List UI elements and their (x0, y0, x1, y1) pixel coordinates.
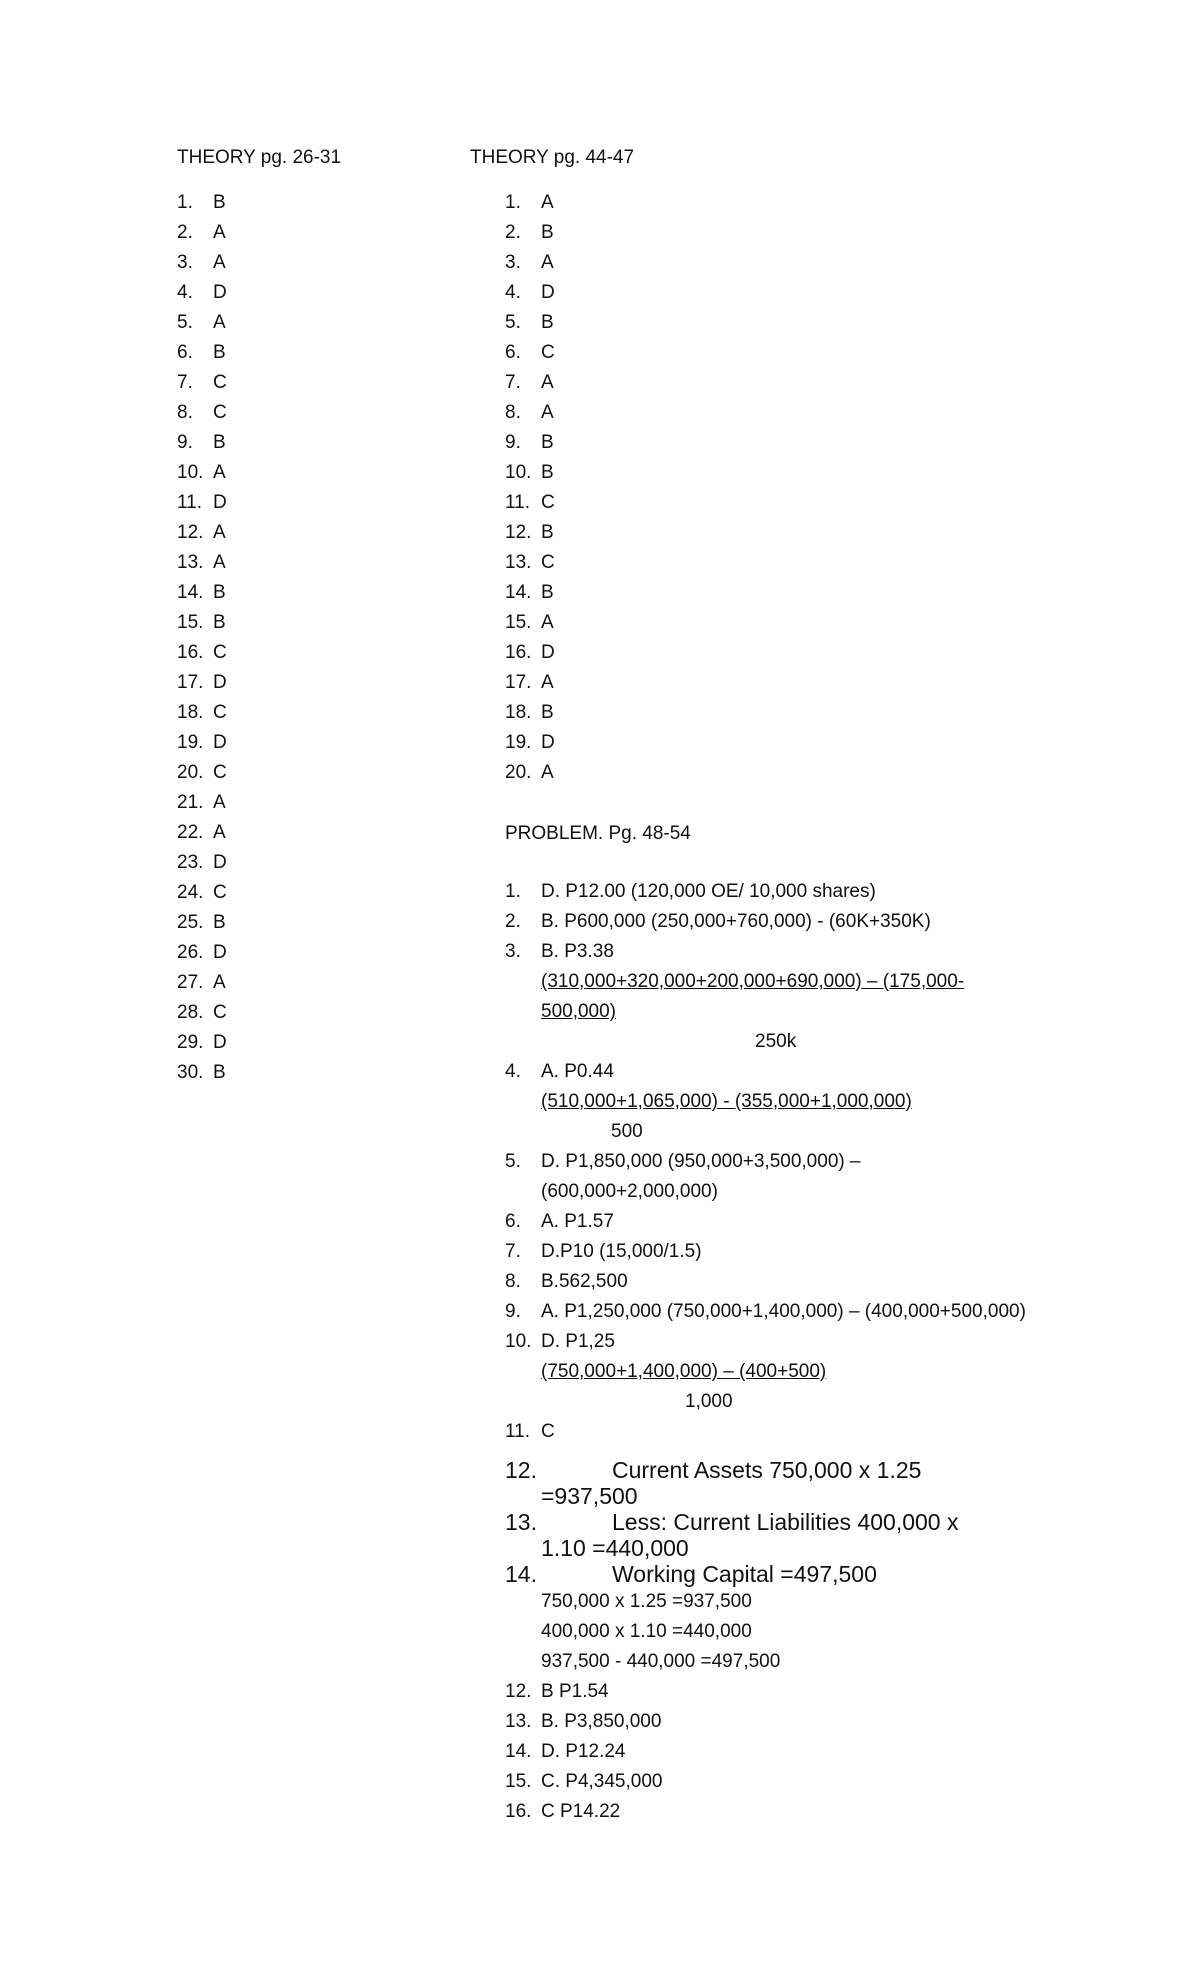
answer-letter: D (213, 942, 227, 963)
answer-item (505, 368, 805, 398)
answer-item (505, 188, 805, 218)
answer-number: 29. (177, 1032, 204, 1053)
answer-item (177, 638, 457, 668)
answer-item (505, 458, 805, 488)
answer-item (177, 938, 457, 968)
answer-letter: A (213, 312, 226, 333)
problem-denominator: 1,000 (685, 1391, 733, 1412)
left-heading: THEORY pg. 26-31 (177, 147, 342, 168)
answer-letter: B (213, 912, 226, 933)
answer-number: 15. (505, 612, 532, 633)
answer-letter: C (213, 702, 227, 723)
problem-item: 3. B. P3.38 (505, 941, 614, 962)
problem-numerator: 500,000) (541, 1001, 617, 1022)
answer-letter: C (213, 642, 227, 663)
answer-item (505, 428, 805, 458)
answer-letter: A (213, 222, 226, 243)
answer-number: 30. (177, 1062, 204, 1083)
answer-item (177, 188, 457, 218)
answer-number: 24. (177, 882, 204, 903)
problem-item: 8. B.562,500 (505, 1271, 628, 1292)
answer-item (505, 668, 805, 698)
answer-item (177, 728, 457, 758)
problem-numerator: (750,000+1,400,000) – (400+500) (541, 1361, 827, 1382)
working-capital-line: 14. Working Capital =497,500 (505, 1561, 877, 1587)
problem-item: 9. A. P1,250,000 (750,000+1,400,000) – (400,000+500,000) (505, 1301, 1026, 1322)
answer-letter: B (213, 1062, 226, 1083)
answer-number: 2. (505, 222, 521, 243)
answer-item (177, 698, 457, 728)
problem-item: 15. C. P4,345,000 (505, 1771, 663, 1792)
answer-number: 28. (177, 1002, 204, 1023)
answer-letter: C (213, 1002, 227, 1023)
answer-item (505, 398, 805, 428)
answer-item (177, 368, 457, 398)
answer-number: 4. (505, 282, 521, 303)
answer-letter: C (541, 552, 555, 573)
working-capital-line: 13. Less: Current Liabilities 400,000 x 1.10 =440,000 (505, 1509, 959, 1561)
answer-number: 16. (177, 642, 204, 663)
answer-letter: A (213, 792, 226, 813)
problem-numerator: (510,000+1,065,000) - (355,000+1,000,000) (541, 1091, 912, 1112)
problem-item: 11. C (505, 1421, 555, 1442)
answer-letter: D (213, 492, 227, 513)
left-answer-list (177, 188, 457, 1088)
answer-number: 20. (505, 762, 532, 783)
answer-letter: B (213, 432, 226, 453)
problem-list (505, 877, 1105, 1827)
answer-item (505, 518, 805, 548)
answer-number: 10. (505, 462, 532, 483)
answer-number: 19. (177, 732, 204, 753)
answer-item (177, 488, 457, 518)
answer-letter: B (541, 432, 554, 453)
answer-letter: A (213, 522, 226, 543)
answer-number: 17. (177, 672, 204, 693)
answer-item (505, 248, 805, 278)
answer-letter: D (213, 282, 227, 303)
answer-letter: A (541, 612, 554, 633)
answer-number: 2. (177, 222, 193, 243)
problem-item: 6. A. P1.57 (505, 1211, 614, 1232)
calc-line: 750,000 x 1.25 =937,500 (541, 1591, 752, 1612)
answer-letter: B (541, 702, 554, 723)
answer-letter: C (213, 882, 227, 903)
answer-number: 5. (177, 312, 193, 333)
answer-item (177, 428, 457, 458)
answer-item (177, 818, 457, 848)
answer-number: 16. (505, 642, 532, 663)
answer-item (505, 578, 805, 608)
answer-number: 18. (505, 702, 532, 723)
answer-item (177, 788, 457, 818)
answer-item (177, 248, 457, 278)
answer-item (505, 698, 805, 728)
answer-item (177, 758, 457, 788)
problem-item: 12. B P1.54 (505, 1681, 609, 1702)
answer-number: 20. (177, 762, 204, 783)
answer-letter: B (213, 582, 226, 603)
answer-item (177, 548, 457, 578)
answer-letter: C (213, 402, 227, 423)
answer-letter: A (541, 372, 554, 393)
problem-continuation: (600,000+2,000,000) (541, 1181, 718, 1202)
answer-item (177, 1028, 457, 1058)
answer-number: 25. (177, 912, 204, 933)
calc-line: 937,500 - 440,000 =497,500 (541, 1651, 781, 1672)
answer-item (505, 278, 805, 308)
problem-denominator: 500 (611, 1121, 643, 1142)
answer-number: 21. (177, 792, 204, 813)
answer-letter: B (541, 582, 554, 603)
answer-letter: A (213, 252, 226, 273)
answer-letter: D (213, 732, 227, 753)
answer-item (177, 1058, 457, 1088)
answer-item (505, 218, 805, 248)
problem-item: 1. D. P12.00 (120,000 OE/ 10,000 shares) (505, 881, 876, 902)
answer-number: 7. (505, 372, 521, 393)
answer-number: 9. (177, 432, 193, 453)
answer-letter: D (213, 672, 227, 693)
answer-item (505, 338, 805, 368)
answer-item (177, 518, 457, 548)
answer-number: 22. (177, 822, 204, 843)
problem-heading: PROBLEM. Pg. 48-54 (505, 823, 691, 844)
problem-item: 10. D. P1,25 (505, 1331, 615, 1352)
answer-item (177, 668, 457, 698)
answer-item (177, 338, 457, 368)
answer-letter: D (213, 852, 227, 873)
answer-number: 17. (505, 672, 532, 693)
answer-number: 6. (177, 342, 193, 363)
answer-letter: A (213, 552, 226, 573)
answer-item (177, 998, 457, 1028)
answer-number: 10. (177, 462, 204, 483)
answer-letter: A (213, 462, 226, 483)
problem-numerator: (310,000+320,000+200,000+690,000) – (175,000- (541, 971, 965, 992)
answer-item (505, 728, 805, 758)
answer-letter: A (541, 192, 554, 213)
answer-item (177, 968, 457, 998)
answer-number: 13. (505, 552, 532, 573)
answer-item (177, 578, 457, 608)
answer-number: 7. (177, 372, 193, 393)
answer-letter: D (541, 642, 555, 663)
calc-line: 400,000 x 1.10 =440,000 (541, 1621, 752, 1642)
problem-denominator: 250k (755, 1031, 797, 1052)
answer-number: 18. (177, 702, 204, 723)
answer-letter: D (541, 282, 555, 303)
answer-item (505, 548, 805, 578)
answer-item (177, 308, 457, 338)
answer-letter: A (541, 252, 554, 273)
problem-item: 2. B. P600,000 (250,000+760,000) - (60K+350K) (505, 911, 931, 932)
answer-number: 11. (505, 492, 531, 513)
right-heading: THEORY pg. 44-47 (470, 147, 635, 168)
working-capital-line: 12. Current Assets 750,000 x 1.25 =937,500 (505, 1457, 922, 1509)
answer-letter: C (541, 342, 555, 363)
answer-letter: B (213, 342, 226, 363)
answer-number: 6. (505, 342, 521, 363)
answer-letter: A (213, 972, 226, 993)
answer-letter: B (213, 192, 226, 213)
answer-number: 12. (505, 522, 532, 543)
answer-letter: B (213, 612, 226, 633)
answer-number: 1. (505, 192, 521, 213)
answer-letter: D (541, 732, 555, 753)
answer-item (177, 278, 457, 308)
right-answer-list (505, 188, 805, 788)
problem-item: 14. D. P12.24 (505, 1741, 626, 1762)
answer-letter: A (541, 672, 554, 693)
problem-item: 7. D.P10 (15,000/1.5) (505, 1241, 702, 1262)
answer-item (505, 758, 805, 788)
answer-item (177, 398, 457, 428)
answer-item (177, 608, 457, 638)
answer-number: 15. (177, 612, 204, 633)
answer-letter: B (541, 462, 554, 483)
answer-number: 11. (177, 492, 203, 513)
answer-number: 8. (177, 402, 193, 423)
problem-item: 16. C P14.22 (505, 1801, 621, 1822)
answer-item (505, 608, 805, 638)
problem-item: 5. D. P1,850,000 (950,000+3,500,000) – (505, 1151, 861, 1172)
answer-letter: C (213, 372, 227, 393)
answer-number: 26. (177, 942, 204, 963)
answer-letter: B (541, 312, 554, 333)
answer-item (177, 848, 457, 878)
answer-number: 19. (505, 732, 532, 753)
problem-item: 4. A. P0.44 (505, 1061, 614, 1082)
answer-number: 23. (177, 852, 204, 873)
answer-letter: B (541, 222, 554, 243)
answer-letter: B (541, 522, 554, 543)
answer-item (177, 908, 457, 938)
answer-number: 1. (177, 192, 193, 213)
answer-item (505, 488, 805, 518)
answer-number: 8. (505, 402, 521, 423)
problem-item: 13. B. P3,850,000 (505, 1711, 662, 1732)
answer-item (177, 458, 457, 488)
answer-letter: A (541, 402, 554, 423)
answer-number: 3. (177, 252, 193, 273)
answer-letter: A (213, 822, 226, 843)
answer-item (177, 218, 457, 248)
answer-number: 12. (177, 522, 204, 543)
answer-number: 5. (505, 312, 521, 333)
answer-number: 14. (505, 582, 532, 603)
answer-letter: C (541, 492, 555, 513)
answer-letter: A (541, 762, 554, 783)
answer-item (505, 308, 805, 338)
answer-item (505, 638, 805, 668)
answer-letter: C (213, 762, 227, 783)
answer-number: 14. (177, 582, 204, 603)
answer-item (177, 878, 457, 908)
answer-number: 13. (177, 552, 204, 573)
answer-number: 4. (177, 282, 193, 303)
answer-number: 3. (505, 252, 521, 273)
answer-letter: D (213, 1032, 227, 1053)
answer-number: 27. (177, 972, 204, 993)
answer-number: 9. (505, 432, 521, 453)
